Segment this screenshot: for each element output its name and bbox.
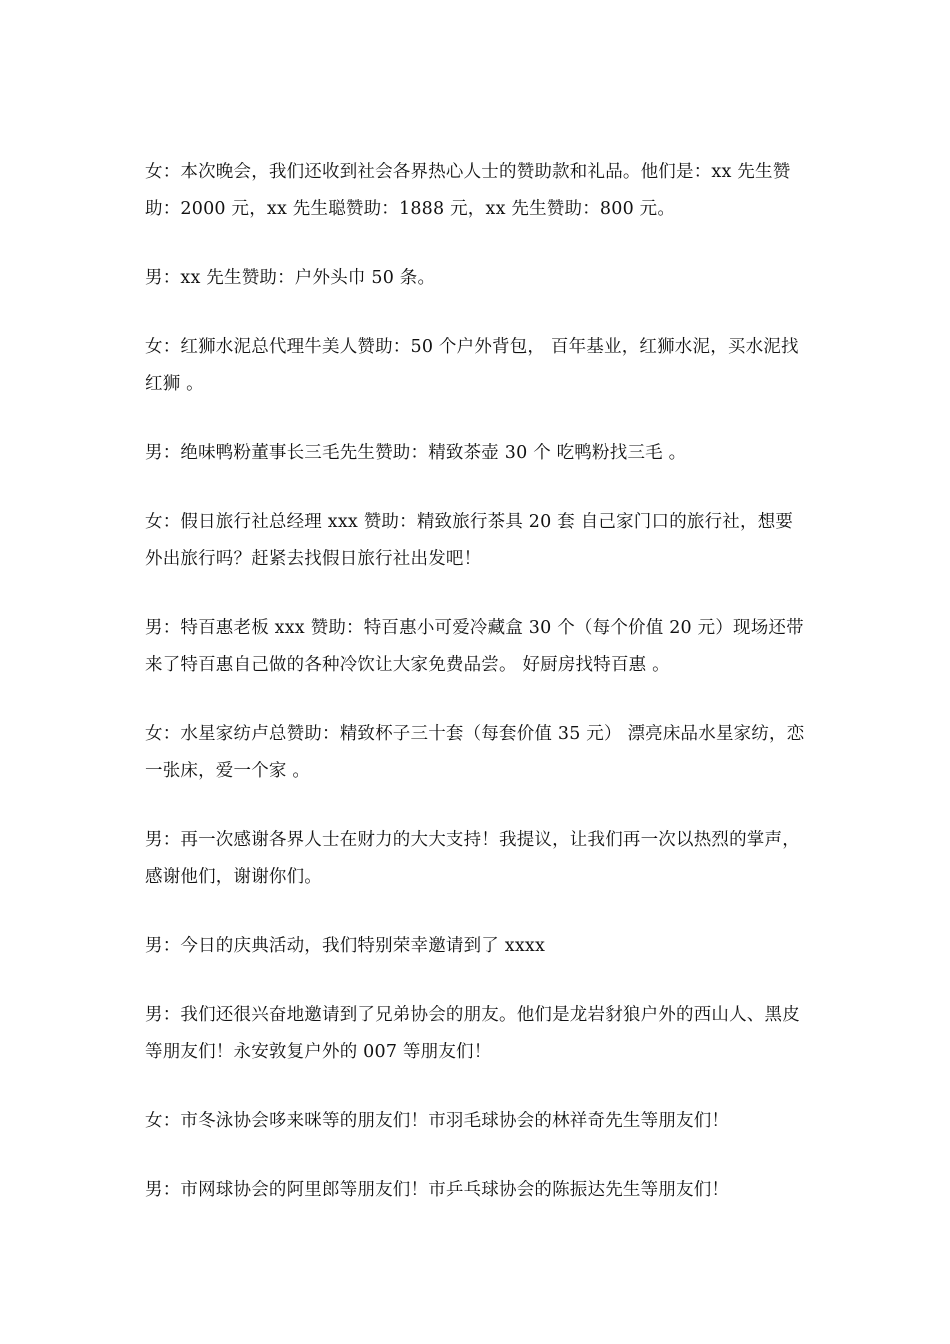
paragraph-12: 男：市网球协会的阿里郎等朋友们！市乒乓球协会的陈振达先生等朋友们！ <box>145 1180 730 1200</box>
paragraph-10: 男：我们还很兴奋地邀请到了兄弟协会的朋友。他们是龙岩豺狼户外的西山人、黑皮等朋友们！永安敦复户外的 007 等朋友们！ <box>145 1005 800 1062</box>
paragraph-3: 女：红狮水泥总代理牛美人赞助：50 个户外背包， 百年基业，红狮水泥，买水泥找红狮 。 <box>145 337 799 394</box>
paragraph-6: 男：特百惠老板 xxx 赞助：特百惠小可爱冷藏盒 30 个（每个价值 20 元）现场还带来了特百惠自己做的各种冷饮让大家免费品尝。 好厨房找特百惠 。 <box>145 618 804 675</box>
paragraph-7: 女：水星家纺卢总赞助：精致杯子三十套（每套价值 35 元） 漂亮床品水星家纺，恋一张床，爱一个家 。 <box>145 724 805 781</box>
paragraph-2: 男：xx 先生赞助：户外头巾 50 条。 <box>145 268 436 288</box>
paragraph-5: 女：假日旅行社总经理 xxx 赞助：精致旅行茶具 20 套 自己家门口的旅行社，想要外出旅行吗？赶紧去找假日旅行社出发吧！ <box>145 512 794 569</box>
document-body <box>145 154 810 1241</box>
paragraph-4: 男：绝味鸭粉董事长三毛先生赞助：精致茶壶 30 个 吃鸭粉找三毛 。 <box>145 443 687 463</box>
paragraph-1: 女：本次晚会，我们还收到社会各界热心人士的赞助款和礼品。他们是：xx 先生赞助：2000 元，xx 先生聪赞助：1888 元，xx 先生赞助：800 元。 <box>145 162 791 219</box>
paragraph-11: 女：市冬泳协会哆来咪等的朋友们！市羽毛球协会的林祥奇先生等朋友们！ <box>145 1111 730 1131</box>
paragraph-9: 男：今日的庆典活动，我们特别荣幸邀请到了 xxxx <box>145 936 546 956</box>
paragraph-8: 男：再一次感谢各界人士在财力的大大支持！我提议，让我们再一次以热烈的掌声，感谢他们，谢谢你们。 <box>145 830 800 887</box>
